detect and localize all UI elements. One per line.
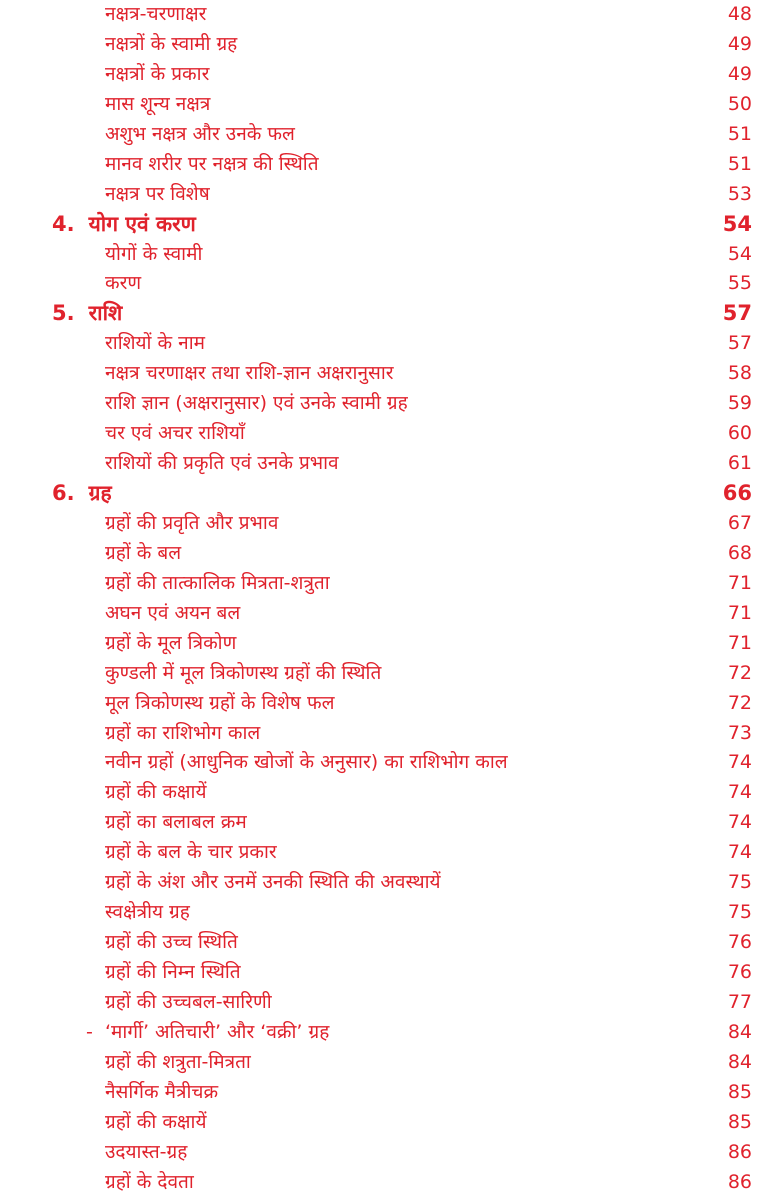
toc-chapter-row bbox=[0, 210, 780, 240]
chapter-number: 6. bbox=[52, 481, 75, 505]
toc-title-text: राशियों के नाम bbox=[105, 332, 205, 355]
toc-title-text: कुण्डली में मूल त्रिकोणस्थ ग्रहों की स्थिति bbox=[105, 661, 382, 684]
toc-title-text: ग्रहों की तात्कालिक मित्रता-शत्रुता bbox=[105, 571, 330, 594]
page-number: 49 bbox=[727, 62, 752, 85]
toc-title bbox=[105, 928, 238, 958]
toc-entry-row bbox=[0, 569, 780, 599]
toc-entry-row bbox=[0, 1168, 780, 1198]
toc-title bbox=[105, 240, 202, 270]
toc-title bbox=[105, 0, 206, 30]
toc-title bbox=[105, 988, 272, 1018]
toc-title bbox=[105, 150, 319, 180]
toc-title bbox=[105, 1108, 206, 1138]
toc-title bbox=[105, 1168, 194, 1198]
page-number: 54 bbox=[727, 242, 752, 265]
toc-title-text: ‘मार्गी’ अतिचारी’ और ‘वक्री’ ग्रह bbox=[105, 1020, 330, 1043]
page-number: 71 bbox=[727, 571, 752, 594]
toc-entry-row bbox=[0, 868, 780, 898]
toc-title-text: नक्षत्र-चरणाक्षर bbox=[105, 3, 207, 25]
toc-title bbox=[105, 838, 277, 868]
chapter-number: 5. bbox=[52, 301, 75, 326]
toc-title-text: राशि bbox=[88, 301, 123, 326]
page-number: 74 bbox=[727, 811, 752, 834]
toc-entry-row bbox=[0, 928, 780, 958]
toc-title-text: उदयास्त-ग्रह bbox=[105, 1140, 188, 1163]
toc-title bbox=[105, 419, 245, 449]
page-number: 59 bbox=[727, 392, 752, 415]
page-number: 86 bbox=[727, 1140, 752, 1163]
page-number: 67 bbox=[727, 511, 752, 534]
toc-title-text: योग एवं करण bbox=[88, 211, 196, 236]
toc-title-text: मूल त्रिकोणस्थ ग्रहों के विशेष फल bbox=[105, 691, 335, 714]
toc-title-text: ग्रहों की शत्रुता-मित्रता bbox=[105, 1050, 251, 1073]
toc-entry-row bbox=[0, 359, 780, 389]
toc-title-text: ग्रहों की कक्षायें bbox=[105, 781, 207, 804]
page-number: 61 bbox=[727, 452, 752, 475]
toc-title-text: चर एवं अचर राशियाँ bbox=[105, 422, 245, 445]
toc-title-text: मानव शरीर पर नक्षत्र की स्थिति bbox=[105, 152, 319, 175]
page-number: 73 bbox=[727, 721, 752, 744]
toc-title bbox=[105, 359, 394, 389]
toc-title bbox=[105, 898, 190, 928]
toc-title bbox=[105, 778, 206, 808]
toc-title-text: करण bbox=[105, 272, 142, 295]
page-number: 58 bbox=[727, 362, 752, 385]
chapter-number: 4. bbox=[52, 211, 75, 236]
toc-entry-row bbox=[0, 1138, 780, 1168]
toc-entry-row bbox=[0, 629, 780, 659]
toc-title bbox=[105, 569, 330, 599]
toc-entry-row bbox=[0, 419, 780, 449]
page-number: 72 bbox=[727, 661, 752, 684]
toc-title bbox=[105, 90, 210, 120]
page-number: 85 bbox=[727, 1080, 752, 1103]
toc-entry-row bbox=[0, 269, 780, 299]
page-number: 60 bbox=[727, 422, 752, 445]
page-number: 72 bbox=[727, 691, 752, 714]
toc-title bbox=[105, 120, 295, 150]
toc-title-text: ग्रहों की उच्च स्थिति bbox=[105, 931, 238, 954]
toc-title bbox=[105, 60, 209, 90]
page-number: 57 bbox=[722, 301, 752, 326]
toc-title bbox=[105, 808, 247, 838]
toc-title-text: मास शून्य नक्षत्र bbox=[105, 92, 211, 115]
toc-title bbox=[105, 329, 205, 359]
toc-title-text: ग्रहों की प्रवृति और प्रभाव bbox=[105, 511, 279, 534]
toc-title-text: नवीन ग्रहों (आधुनिक खोजों के अनुसार) का राशिभोग काल bbox=[105, 751, 508, 774]
toc-title bbox=[105, 748, 508, 778]
toc-entry-row bbox=[0, 120, 780, 150]
page-number: 49 bbox=[727, 32, 752, 55]
page-number: 85 bbox=[727, 1110, 752, 1133]
page-number: 71 bbox=[727, 631, 752, 654]
toc-title bbox=[105, 1018, 329, 1048]
page-number: 84 bbox=[727, 1020, 752, 1043]
toc-entry-row bbox=[0, 808, 780, 838]
toc-entry-row bbox=[0, 1108, 780, 1138]
toc-title-text: नक्षत्रों के स्वामी ग्रह bbox=[105, 32, 238, 55]
toc-title bbox=[105, 539, 181, 569]
toc-title bbox=[52, 299, 122, 329]
toc-entry-row bbox=[0, 988, 780, 1018]
page-number: 76 bbox=[727, 931, 752, 954]
toc-chapter-row bbox=[0, 479, 780, 509]
toc-title bbox=[105, 30, 237, 60]
toc-entry-row bbox=[0, 1048, 780, 1078]
page-number: 74 bbox=[727, 781, 752, 804]
toc-entry-row bbox=[0, 898, 780, 928]
toc-entry-row bbox=[0, 240, 780, 270]
toc-entry-row bbox=[0, 958, 780, 988]
toc-entry-row bbox=[0, 599, 780, 629]
page-number: 66 bbox=[722, 481, 752, 505]
toc-title-text: राशियों की प्रकृति एवं उनके प्रभाव bbox=[105, 452, 339, 475]
toc-title bbox=[105, 719, 260, 749]
toc-entry-row bbox=[0, 90, 780, 120]
toc-entry-row bbox=[0, 689, 780, 719]
toc-title bbox=[105, 269, 141, 299]
toc-title bbox=[105, 449, 339, 479]
page-number: 54 bbox=[722, 211, 752, 236]
toc-title-text: ग्रहों का बलाबल क्रम bbox=[105, 811, 247, 834]
toc-entry-row bbox=[0, 180, 780, 210]
toc-entry-row bbox=[0, 838, 780, 868]
toc-entry-row bbox=[0, 150, 780, 180]
toc-chapter-row bbox=[0, 299, 780, 329]
toc-title-text: ग्रहों के बल के चार प्रकार bbox=[105, 841, 277, 864]
page-number: 50 bbox=[727, 92, 752, 115]
page-number: 75 bbox=[727, 901, 752, 924]
toc-title-text: योगों के स्वामी bbox=[105, 242, 203, 265]
page-number: 48 bbox=[727, 3, 752, 25]
toc-title-text: ग्रहों की निम्न स्थिति bbox=[105, 961, 241, 983]
toc-title bbox=[105, 958, 241, 988]
toc-title-text: ग्रहों का राशिभोग काल bbox=[105, 721, 261, 744]
toc-entry-row bbox=[0, 389, 780, 419]
page-number: 57 bbox=[727, 332, 752, 355]
toc-title-text: ग्रहों के देवता bbox=[105, 1170, 194, 1193]
toc-title-text: ग्रहों की कक्षायें bbox=[105, 1110, 207, 1133]
toc-title-text: नक्षत्रों के प्रकार bbox=[105, 62, 210, 85]
toc-title-text: ग्रहों के मूल त्रिकोण bbox=[105, 631, 237, 654]
toc-entry-row bbox=[0, 659, 780, 689]
toc-entry-row bbox=[0, 0, 780, 30]
page-number: 74 bbox=[727, 841, 752, 864]
toc-title bbox=[105, 1078, 218, 1108]
toc-title bbox=[105, 180, 210, 210]
toc-entry-row bbox=[0, 1078, 780, 1108]
toc-title bbox=[105, 389, 408, 419]
toc-title-text: नैसर्गिक मैत्रीचक्र bbox=[105, 1080, 219, 1103]
toc-title-text: नक्षत्र पर विशेष bbox=[105, 182, 210, 205]
margin-mark: - bbox=[86, 1020, 93, 1043]
toc-title-text: अघन एवं अयन बल bbox=[105, 601, 241, 624]
toc-entry-row bbox=[0, 539, 780, 569]
page-number: 55 bbox=[727, 272, 752, 295]
toc-title-text: ग्रह bbox=[88, 481, 112, 505]
page-number: 51 bbox=[727, 152, 752, 175]
page-number: 76 bbox=[727, 961, 752, 983]
page-number: 77 bbox=[727, 990, 752, 1013]
page-number: 53 bbox=[727, 182, 752, 205]
toc-entry-row bbox=[0, 30, 780, 60]
toc-title bbox=[105, 599, 240, 629]
toc-title bbox=[105, 868, 441, 898]
toc-title bbox=[52, 210, 196, 240]
toc-title bbox=[105, 509, 278, 539]
page-number: 84 bbox=[727, 1050, 752, 1073]
toc-title-text: अशुभ नक्षत्र और उनके फल bbox=[105, 122, 295, 145]
toc-entry-row bbox=[0, 329, 780, 359]
toc-title bbox=[105, 629, 236, 659]
toc-title-text: राशि ज्ञान (अक्षरानुसार) एवं उनके स्वामी ग्रह bbox=[105, 392, 408, 415]
page-number: 86 bbox=[727, 1170, 752, 1193]
toc-entry-row bbox=[0, 748, 780, 778]
toc-entry-row bbox=[0, 719, 780, 749]
page-number: 71 bbox=[727, 601, 752, 624]
page-number: 51 bbox=[727, 122, 752, 145]
toc-entry-row bbox=[0, 449, 780, 479]
toc-title bbox=[105, 1138, 187, 1168]
page-number: 75 bbox=[727, 871, 752, 894]
toc-title-text: ग्रहों की उच्चबल-सारिणी bbox=[105, 990, 272, 1013]
toc-entry-row bbox=[0, 509, 780, 539]
toc-title-text: ग्रहों के बल bbox=[105, 541, 182, 564]
toc-title-text: ग्रहों के अंश और उनमें उनकी स्थिति की अवस्थायें bbox=[105, 871, 441, 894]
toc-title-text: नक्षत्र चरणाक्षर तथा राशि-ज्ञान अक्षरानुसार bbox=[105, 362, 394, 385]
toc-title bbox=[105, 689, 335, 719]
page-number: 74 bbox=[727, 751, 752, 774]
toc-title bbox=[105, 659, 381, 689]
toc-title-text: स्वक्षेत्रीय ग्रह bbox=[105, 901, 190, 924]
toc-title bbox=[52, 479, 112, 509]
toc-entry-row bbox=[0, 60, 780, 90]
page-number: 68 bbox=[727, 541, 752, 564]
toc-entry-row bbox=[0, 778, 780, 808]
toc-entry-row bbox=[0, 1018, 780, 1048]
toc-title bbox=[105, 1048, 251, 1078]
